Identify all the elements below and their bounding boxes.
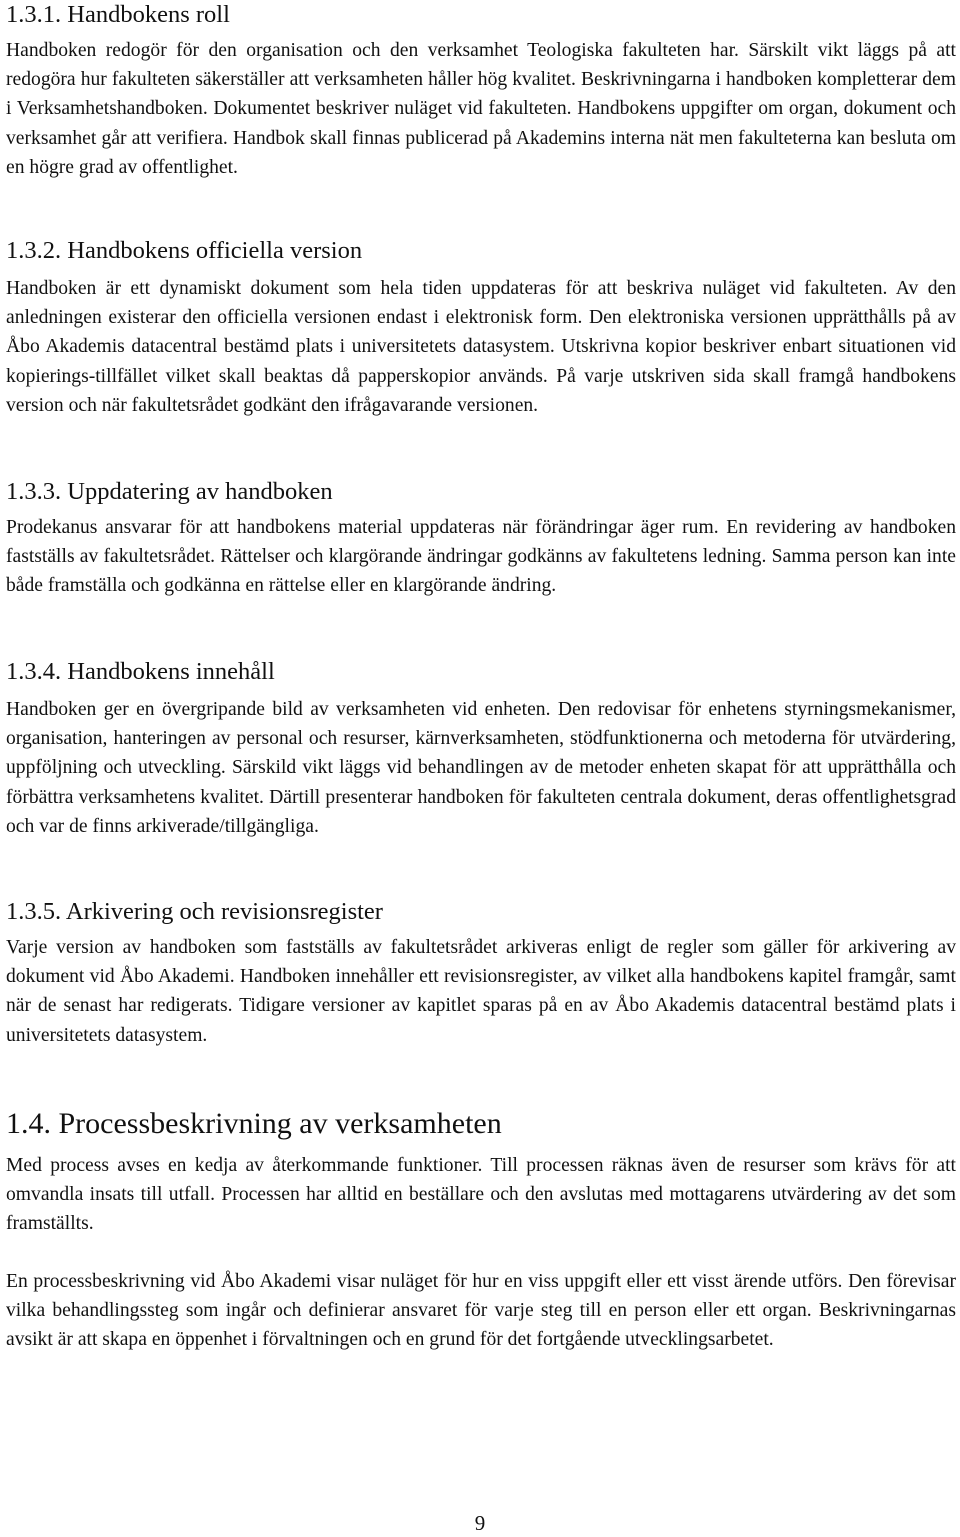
section-paragraph: Handboken redogör för den organisation och den verksamhet Teologiska fakulteten har. Särskilt vikt läggs på att redogöra hur fakulteten säkerställer att verksamheten håller hög kvalitet. Beskrivningarna i handboken kompletterar dem i Verksamhetshandboken. Dokumentet beskriver nuläget vid fakulteten. Handbokens uppgifter om organ, dokument och verksamhet går att verifiera. Handbok skall finnas publicerad på Akademins interna nät men fakulteterna kan besluta om en högre grad av offentlighet.: [6, 40, 956, 178]
section-officiella-version: [6, 236, 956, 420]
section-paragraph: Varje version av handboken som fastställs av fakultetsrådet arkiveras enligt de regler som gäller för arkivering av dokument vid Åbo Akademi. Handboken innehåller ett revisionsregister, av vilket alla handbokens kapitel framgår, samt när de senast har redigerats. Tidigare versioner av kapitlet sparas på en av Åbo Akademis datacentral bestämd plats i universitetets datasystem.: [6, 937, 956, 1046]
section-heading: 1.4. Processbeskrivning av verksamheten: [6, 1107, 502, 1140]
section-processbeskrivning: [6, 1106, 956, 1354]
section-heading: 1.3.4. Handbokens innehåll: [6, 658, 275, 685]
section-handbokens-roll: [6, 0, 956, 182]
section-arkivering: [6, 897, 956, 1050]
section-heading: 1.3.5. Arkivering och revisionsregister: [6, 898, 383, 925]
section-heading: 1.3.2. Handbokens officiella version: [6, 237, 363, 264]
section-heading: 1.3.1. Handbokens roll: [6, 1, 230, 28]
section-paragraph: Prodekanus ansvarar för att handbokens material uppdateras när förändringar äger rum. En revidering av handboken fastställs av fakultetsrådet. Rättelser och klargörande ändringar godkänns av fakultetens ledning. Samma person kan inte både framställa och godkänna en rättelse eller en klargörande ändring.: [6, 517, 956, 597]
section-paragraph: En processbeskrivning vid Åbo Akademi visar nuläget för hur en viss uppgift eller ett visst ärende utförs. Den förevisar vilka behandlingssteg som ingår och definierar ansvaret för varje steg till en person eller ett organ. Beskrivningarnas avsikt är att skapa en öppenhet i förvaltningen och en grund för det fortgående utvecklingsarbetet.: [6, 1270, 956, 1351]
section-paragraph: Med process avses en kedja av återkommande funktioner. Till processen räknas även de resurser som krävs för att omvandla insats till utfall. Processen har alltid en beställare och den avslutas med mottagarens utvärdering av det som framställts.: [6, 1155, 956, 1235]
page-number: 9: [474, 1511, 486, 1535]
section-paragraph: Handboken är ett dynamiskt dokument som hela tiden uppdateras för att beskriva nuläget vid fakulteten. Av den anledningen existerar den officiella versionen endast i elektronisk form. Den elektroniska versionen upprätthålls på av Åbo Akademis datacentral bestämd plats i universitetets datasystem. Utskrivna kopior beskriver enbart situationen vid kopierings-tillfället vilket skall beaktas då papperskopior används. På varje utskriven sida skall framgå handbokens version och när fakultetsrådet godkänt den ifrågavarande versionen.: [6, 278, 956, 416]
section-heading: 1.3.3. Uppdatering av handboken: [6, 478, 333, 505]
section-innehall: [6, 657, 956, 841]
section-uppdatering: [6, 477, 956, 601]
section-paragraph: Handboken ger en övergripande bild av verksamheten vid enheten. Den redovisar för enhetens styrningsmekanismer, organisation, hanteringen av personal och resurser, kärnverksamheten, stödfunktionerna och metoderna för utvärdering, uppföljning och utveckling. Särskild vikt läggs vid behandlingen av de metoder enheten skapat för att upprätthålla och förbättra verksamhetens kvalitet. Därtill presenterar handboken för fakulteten centrala dokument, deras offentlighetsgrad och var de finns arkiverade/tillgängliga.: [6, 699, 956, 837]
